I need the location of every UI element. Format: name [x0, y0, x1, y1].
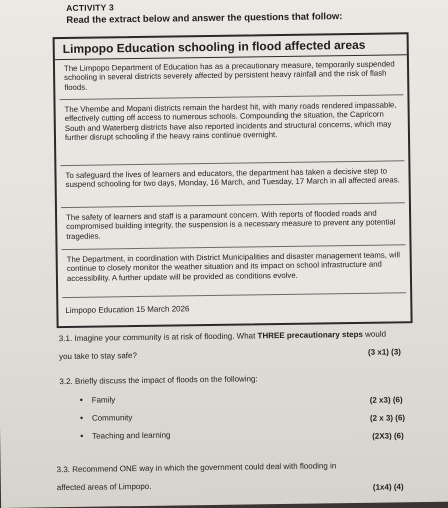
- question-3-3-marks: (1x4) (4): [372, 482, 404, 492]
- extract-paragraph-1: The Limpopo Department of Education has as a precautionary measure, temporarily suspended schooling in several districts severely affected by persistent heavy rainfall and the risk of flash floods.: [63, 59, 395, 92]
- extract-paragraph-4: The safety of learners and staff is a paramount concern. With reports of flooded roads and compromised building integrity, the suspension is a necessary measure to prevent any potential tragedies.: [66, 208, 396, 241]
- paragraph-divider: [60, 160, 404, 166]
- extract-paragraph-5: The Department, in coordination with District Municipalities and disaster management teams, will continue to closely monitor the weather situation and its impact on school infrastructure and accessibility. A further update will be provided as conditions evolve.: [66, 250, 400, 283]
- question-3-1-text-end: would: [362, 329, 387, 339]
- bullet-icon: •: [80, 430, 84, 441]
- question-3-2-item-teaching-marks: (2X3) (6): [372, 431, 404, 441]
- extract-title: Limpopo Education schooling in flood affected areas: [62, 37, 366, 57]
- question-3-1-line-2: you take to stay safe?: [58, 351, 137, 362]
- extract-title-bar: [55, 34, 407, 60]
- question-3-2-item-community-marks: (2 x 3) (6): [369, 413, 406, 423]
- question-3-2-prompt: 3.2. Briefly discuss the impact of floods on the following:: [59, 374, 258, 387]
- extract-paragraph-3: To safeguard the lives of learners and educators, the department has taken a decisive step to suspend schooling for two days, Monday, 16 March, and Tuesday, 17 March in all affected areas.: [65, 166, 400, 190]
- extract-source: Limpopo Education 15 March 2026: [65, 304, 190, 316]
- paragraph-divider: [62, 292, 406, 298]
- question-3-3-line-1: 3.3. Recommend ONE way in which the government could deal with flooding in: [56, 461, 337, 475]
- paragraph-divider: [61, 202, 405, 208]
- question-3-1-marks: (3 x1) (3): [367, 347, 401, 357]
- question-3-2-item-community: Community: [91, 413, 133, 423]
- instruction-text: Read the extract below and answer the questions that follow:: [66, 11, 343, 26]
- activity-heading: ACTIVITY 3: [66, 2, 114, 13]
- question-3-2-item-family: Family: [91, 395, 116, 405]
- question-3-2-item-teaching: Teaching and learning: [92, 430, 171, 441]
- paragraph-divider: [62, 244, 406, 250]
- paragraph-divider: [59, 94, 403, 100]
- extract-paragraph-2: The Vhembe and Mopani districts remain the hardest hit, with many roads rendered impassable, effectively cutting off access to numerous schools. Compounding the situation, the Capricorn South and Waterberg districts have also reported incidents and structural concerns, which may further disrupt schooling if the heavy rains continue overnight.: [64, 100, 397, 143]
- question-3-3-line-2: affected areas of Limpopo.: [56, 481, 152, 493]
- question-3-1-text: 3.1. Imagine your community is at risk of flooding. What: [58, 331, 258, 344]
- question-3-2-item-family-marks: (2 x3) (6): [369, 395, 403, 405]
- bullet-icon: •: [79, 394, 83, 405]
- extract-box: [53, 32, 413, 328]
- bullet-icon: •: [79, 412, 84, 423]
- question-3-1-line-1: [59, 330, 386, 344]
- question-3-1-emphasis: THREE precautionary steps: [257, 329, 363, 341]
